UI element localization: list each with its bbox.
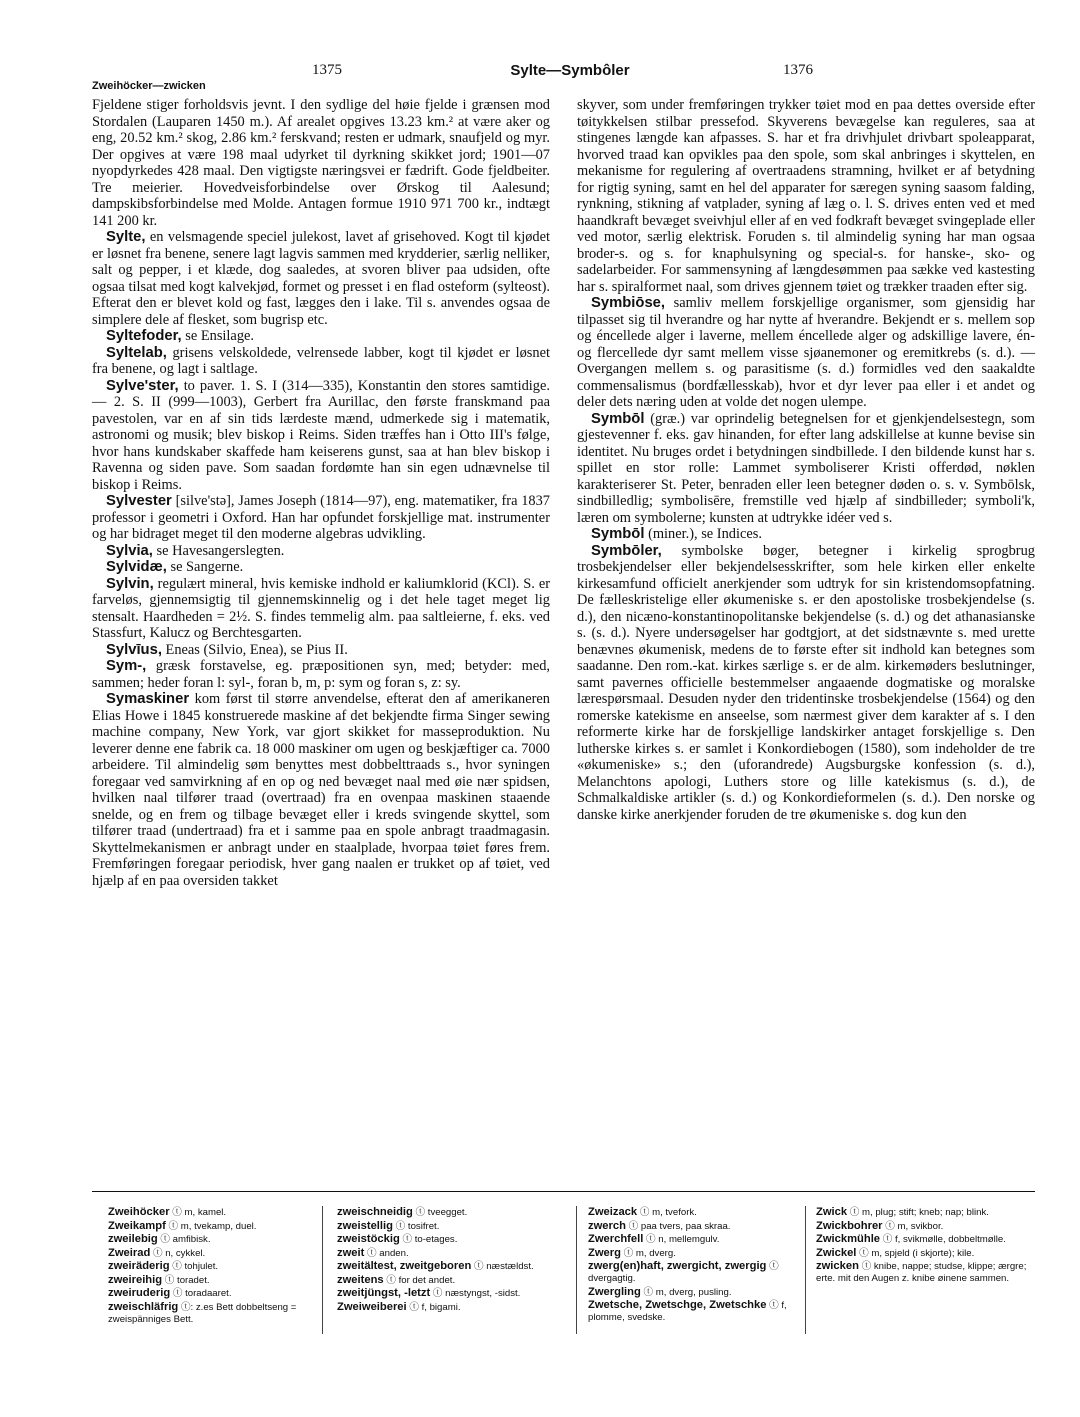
dictionary-entry [92,328,550,345]
glossary-entry [337,1206,537,1219]
glossary-entry [108,1220,312,1233]
entry-headword: Sylvester [106,493,172,509]
glossary-entry [588,1260,793,1285]
glossary-word: Zwickbohrer [816,1219,883,1232]
glossary-definition: ⓣ dvergagtig. [588,1261,779,1284]
dictionary-entry [92,97,550,229]
entry-headword: Syltelab, [106,344,167,361]
dictionary-entry [92,576,550,642]
guide-words: Zweihöcker—zwicken [92,80,206,92]
entry-headword: Sylvidæ, [106,559,167,575]
glossary-column-1 [108,1206,312,1326]
glossary-definition: ⓣ to-etages. [402,1234,458,1245]
glossary-separator [576,1206,577,1334]
glossary-definition: ⓣ n, mellemgulv. [646,1234,720,1245]
glossary-entry [588,1233,793,1246]
entry-headword: Sylte, [106,229,146,245]
glossary-entry [337,1220,537,1233]
glossary-word: Zweikampf [108,1219,166,1232]
glossary-column-2 [337,1206,537,1314]
entry-headword: Sym-, [106,658,147,674]
glossary-definition: ⓣ toradaaret. [172,1288,232,1299]
glossary-definition: ⓣ amfibisk. [160,1234,211,1245]
glossary-word: zweitältest, zweitgeboren [337,1260,472,1272]
glossary-word: Zwetsche, Zwetschge, Zwetschke [588,1299,767,1311]
glossary-definition: ⓣ paa tvers, paa skraa. [628,1220,731,1232]
entry-text: to paver. 1. S. I (314—335), Konstantin den stores samtidige. — 2. S. II (999—1003), Gerbert fra Aurillac, den første franskmand paa pavestolen, var en af sin tids lærdeste mænd, udmerkede sig i matematik, astronomi og musik; blev biskop i Reims. Siden træffes han i Otto III's følge, hvor hans kundskaber skaffede ham keiserens gunst, saa at han blev biskop i Ravenna og siden pave. Som saadan fordømte han sin egen udnævnelse til biskop i Reims. [92,377,550,493]
glossary-definition: ⓣ m, dverg. [623,1247,676,1259]
glossary-word: zwicken [816,1260,859,1272]
glossary-definition: ⓣ n, cykkel. [152,1247,206,1259]
glossary-definition: ⓣ næstældst. [473,1261,534,1272]
dictionary-entry [92,658,550,691]
glossary-definition: ⓣ m, dverg, pusling. [643,1286,732,1298]
entry-text: Fjeldene stiger forholdsvis jevnt. I den sydlige del høie fjelde i grænsen mod Stordalen (Lauparen 1450 m.). Af arealet opgives 13.23 km.² at være aker og eng, 20.52 km.² skog, 2.86 km.² ferskvand; resten er udmark, snaufjeld og myr. Der opgives at være 198 maal udyrket til dyrkning skikket jord; 1901—07 nyopdyrkedes 428 maal. Den vigtigste næringsvei er fædrift. Gode fjeldbeiter. Tre meierier. Hovedveisforbindelse over Ørskog til Aalesund; dampskibsforbindelse med Molde. Antagen formue 1910 971 700 kr., indtægt 141 200 kr. [92,97,550,229]
entry-text: regulært mineral, hvis kemiske indhold er kaliumklorid (KCl). S. er farveløs, gjennemsigtig til gjennemskinnelig og i det hele taget meget lig stensalt. Haardheden = 2½. S. findes temmelig alm. paa saltleierne, f. eks. ved Stassfurt, Kalucz og Berchtesgarten. [92,575,550,641]
glossary-definition: ⓣ m, tvefork. [639,1207,697,1218]
entry-text: en velsmagende speciel julekost, lavet af grisehoved. Kogt til kjødet er løsnet fra benene, senere lagt lagvis sammen med krydderier, særlig nelliker, salt og pepper, i et klæde, dog saaledes, at svoren bliver paa udsiden, ofte ogsaa tilsat med kogt kalvekjød, formet og presset i en flad osteform (sylteost). Efterat den er blevet kold og fast, lægges den i lake. Til s. anvendes ogsaa de simplere dele af flesket, som bugrisp etc. [92,229,550,328]
glossary-definition: ⓣ m, spjeld (i skjorte); kile. [859,1247,975,1259]
glossary-word: zweischneidig [337,1206,413,1218]
glossary-word: Zwickmühle [816,1233,881,1245]
entry-headword: Symbōl [591,410,645,427]
glossary-entry [588,1247,793,1260]
glossary-entry [337,1274,537,1287]
glossary-word: zweiräderig [108,1260,170,1272]
glossary-word: zweischläfrig [108,1300,179,1313]
glossary-entry [108,1247,312,1260]
glossary-column-4 [816,1206,1038,1286]
page-number-right: 1376 [783,62,813,78]
glossary-separator [805,1206,806,1334]
glossary-entry [337,1233,537,1246]
glossary-entry [337,1301,537,1314]
entry-headword: Sylvia, [106,542,153,559]
dictionary-entry [92,493,550,543]
glossary-entry [108,1260,312,1273]
entry-text: (miner.), se Indices. [648,526,762,542]
glossary-word: zweiruderig [108,1287,171,1299]
glossary-word: Zwerg [588,1246,621,1259]
entry-text: se Havesangerslegten. [156,542,285,559]
glossary-entry [816,1233,1038,1246]
glossary-entry [337,1287,537,1300]
glossary-definition: ⓣ: z.es Bett dobbeltseng = zweispänniges Bett. [108,1301,297,1325]
glossary-divider [92,1191,1035,1192]
entry-headword: Symbōl [591,526,645,542]
glossary-word: zwerch [588,1219,626,1232]
glossary-word: Zwick [816,1206,848,1218]
glossary-definition: ⓣ m, tvekamp, duel. [168,1220,257,1232]
glossary-entry [108,1274,312,1287]
glossary-separator [322,1206,323,1334]
glossary-definition: ⓣ næstyngst, -sidst. [432,1288,521,1299]
glossary-word: zwerg(en)haft, zwergicht, zwergig [588,1260,767,1272]
entry-text: Eneas (Silvio, Enea), se Pius II. [165,641,348,658]
glossary-definition: ⓣ f, svikmølle, dobbeltmølle. [882,1234,1006,1245]
glossary-definition: ⓣ tohjulet. [172,1261,219,1272]
glossary-definition: ⓣ for det andet. [386,1274,456,1286]
glossary-entry [108,1301,312,1326]
glossary-word: Zwergling [588,1285,641,1298]
dictionary-entry [92,543,550,560]
dictionary-entry [577,97,1035,295]
glossary-entry [588,1220,793,1233]
entry-text: græsk forstavelse, eg. præpositionen syn, med; betyder: med, sammen; heder foran l: syl-, foran b, m, p: sym og foran s, z: sy. [92,658,550,691]
dictionary-entry [577,295,1035,411]
glossary-word: Zweirad [108,1246,151,1259]
glossary-word: Zweizack [588,1206,638,1218]
glossary-entry [816,1206,1038,1219]
entry-text: grisens velskoldede, velrensede labber, kogt til kjødet er løsnet fra benene, og lagt i saltlage. [92,344,550,377]
dictionary-entry [92,559,550,576]
glossary-entry [108,1233,312,1246]
glossary-entry [337,1247,537,1260]
glossary-definition: ⓣ f, bigami. [409,1301,461,1313]
glossary-word: zweistöckig [337,1233,400,1245]
glossary-entry [816,1247,1038,1260]
dictionary-entry [92,378,550,494]
glossary-entry [108,1287,312,1300]
glossary-word: zweireihig [108,1273,163,1286]
dictionary-entry [577,411,1035,527]
glossary-word: Zweiweiberei [337,1300,407,1313]
dictionary-entry [577,543,1035,824]
glossary-entry [588,1286,793,1299]
glossary-definition: ⓣ f, plomme, svedske. [588,1300,787,1323]
glossary-word: zweitens [337,1273,384,1286]
entry-text: se Sangerne. [170,559,244,575]
glossary-word: Zwerchfell [588,1233,644,1245]
glossary-definition: ⓣ m, plug; stift; kneb; nap; blink. [849,1207,989,1218]
glossary-word: zweistellig [337,1219,393,1232]
glossary-definition: ⓣ tveegget. [415,1207,468,1218]
glossary-word: zweitjüngst, -letzt [337,1287,431,1299]
entry-headword: Sylve'ster, [106,377,179,394]
entry-text: se Ensilage. [185,328,255,344]
glossary-entry [816,1260,1038,1285]
dictionary-entry [92,691,550,889]
entry-text: kom først til større anvendelse, efterat den af amerikaneren Elias Howe i 1845 konstruerede maskine af det bekjendte firma Singer sewing machine company, New York, var gjort skikket for masseproduktion. Nu leverer denne ene fabrik ca. 18 000 maskiner om ugen og beskjæftiger ca. 7000 arbeidere. Til almindelig søm benyttes mest dobbelttraads s., hvor syningen foregaar ved samvirkning af en op og ned bevæget naal med øie nær spidsen, hvilken naal tilfører traad (overtraad) fra en ovenpaa maskinen staaende snelde, og en frem og tilbage bevæget eller i kreds svingende skyttel, som tilfører traad (undertraad) fra et i samme paa en spole anbragt traadmagasin. Skyttelmekanismen er anbragt under en staalplade, hvorpaa tøiet føres frem. Fremføringen foregaar periodisk, hver gang naalen er trukket op af tøiet, ved hjælp af en paa oversiden takket [92,691,551,889]
glossary-entry [588,1299,793,1324]
right-column [577,97,1035,823]
dictionary-entry [92,642,550,659]
entry-text: samliv mellem forskjellige organismer, som gjensidig har tilpasset sig til hverandre og har nytte af hverandre. Bekjendt er s. mellem sop og éncellede alger i laverne, mellem éncellede alger og adskillige lavere, én- og flercellede dyr samt mellem visse sjøanemoner og eremitkrebs (s. d.). — Overgangen mellem s. og parasitisme (s. d.) formidles ved den saakaldte commensalismus (bordfællesskab), hvor et dyr lever paa eller i et andet og deler dets næring uden at volde det nogen ulempe. [577,295,1036,410]
glossary-entry [816,1220,1038,1233]
glossary-definition: ⓣ m, svikbor. [885,1220,944,1232]
entry-headword: Sylvīus, [106,641,162,658]
entry-headword: Symbiōse, [591,295,666,311]
entry-headword: Symaskiner [106,691,190,707]
glossary-definition: ⓣ knibe, nappe; studse, klippe; ærgre; erte. mit den Augen z. knibe øinene sammen. [816,1261,1027,1284]
glossary-entry [337,1260,537,1273]
page-number-left: 1375 [312,62,342,78]
dictionary-entry [577,526,1035,543]
glossary-word: zweit [337,1246,365,1259]
glossary-definition: ⓣ toradet. [164,1274,210,1286]
glossary-word: zweilebig [108,1233,158,1245]
entry-text: (græ.) var oprindelig betegnelsen for et gjenkjendelsestegn, som gjestevenner f. eks. gav hinanden, for efter lang adskillelse at kunne bevise sin identitet. Nu bruges ordet i betydningen sindbillede. I den bildende kunst har s. spillet en stor rolle: Lammet symboliserer Kristi offerdød, nøklen karakteriserer St. Peter, benraden eller leen betegner døden o. s. v. Symbōlsk, sindbilledlig; symbolisēre, fremstille ved hjælp af sindbilleder; symboli'k, læren om symbolerne; kunsten at udtrykke idéer ved s. [577,410,1035,526]
entry-headword: Syltefoder, [106,328,182,344]
glossary-word: Zwickel [816,1246,857,1259]
glossary-word: Zweihöcker [108,1206,170,1218]
dictionary-entry [92,229,550,328]
page-title: Sylte—Symbôler [510,62,630,79]
entry-text: [silve'stə], James Joseph (1814—97), eng. matematiker, fra 1837 professor i geometri i Oxford. Han har opfundet forskjellige mat. instrumenter og har bidraget meget til den moderne algebras udvikling. [92,493,550,542]
glossary-entry [588,1206,793,1219]
left-column [92,97,550,889]
entry-headword: Sylvin, [106,575,154,592]
dictionary-entry [92,345,550,378]
glossary-entry [108,1206,312,1219]
glossary-definition: ⓣ tosifret. [395,1220,440,1232]
glossary-definition: ⓣ anden. [367,1247,409,1259]
glossary-column-3 [588,1206,793,1325]
entry-text: symbolske bøger, betegner i kirkelig sprogbrug trosbekjendelser eller bekjendelsesskrifter, som hele kirken eller enkelte kirkesamfund officielt anerkjender som udtryk for sin kristendomsopfatning. De fælleskristelige eller økumeniske s. er den apostoliske trosbekjendelse (s. d.), den nicæno-konstantinopolitanske bekjendelse (s. d.) og det athanasianske s. (s. d.). Nyere undersøgelser har godtgjort, at det sidstnævnte s. med urette benævnes økumenisk, medens de to første efter sit indhold kan betegnes som saadanne. Den rom.-kat. kirkes særlige s. er de alm. kirkemøders beslutninger, samt pavernes officielle bestemmelser angaaende dogmatiske og moralske lærespørsmaal. Desuden nyder den tridentinske trosbekjendelse (1564) og den romerske katekisme en anseelse, som nærmest giver dem karakter af s. I den reformerte kirke har de forskjellige landskirker antaget forskjellige s. Den lutherske kirkes s. er samlet i Konkordiebogen (1580), som indeholder de tre «økumeniske» s.; den (uforandrede) Augsburgske konfession (s. d.), Melanchtons apologi, Luthers store og lille katekismus (s. d.), de Schmalkaldiske artikler (s. d.) og Konkordieformelen (s. d.). Den norske og danske kirke anerkjender foruden de tre økumeniske s. dog kun den [577,542,1035,823]
glossary-definition: ⓣ m, kamel. [172,1207,227,1218]
entry-text: skyver, som under fremføringen trykker tøiet mod en paa dettes overside efter tøitykkelsen stilbar pressefod. Skyverens bevægelse kan reguleres, saa at stingenes længde kan afpasses. S. har et fra drivhjulet drivbart spoleapparat, hvorved traad kan opvikles paa den spole, som skal anbringes i skyttelen, en mekanisme for regulering af overtraadens stramning, hvilket er af betydning for rigtig syning, samt en hel del apparater for særegen syning saasom falding, rynkning, stikning af vatplader, syning af læg o. l. S. drives enten ved et med haandkraft bevæget sveivhjul eller af en ved fodkraft bevæget svingeplade eller ved motor, særlig elektrisk. Foruden s. til almindelig syning har man ogsaa broder-s. og s. for knaphulsyning og special-s. for hanske-, sko- og sadelarbeider. For sammensyning af længdesømmen paa sække ved kastesting har s. spiralformet naal, som drives gjennem tøiet og trækker traaden efter sig. [577,97,1035,295]
entry-headword: Symbōler, [591,542,662,559]
